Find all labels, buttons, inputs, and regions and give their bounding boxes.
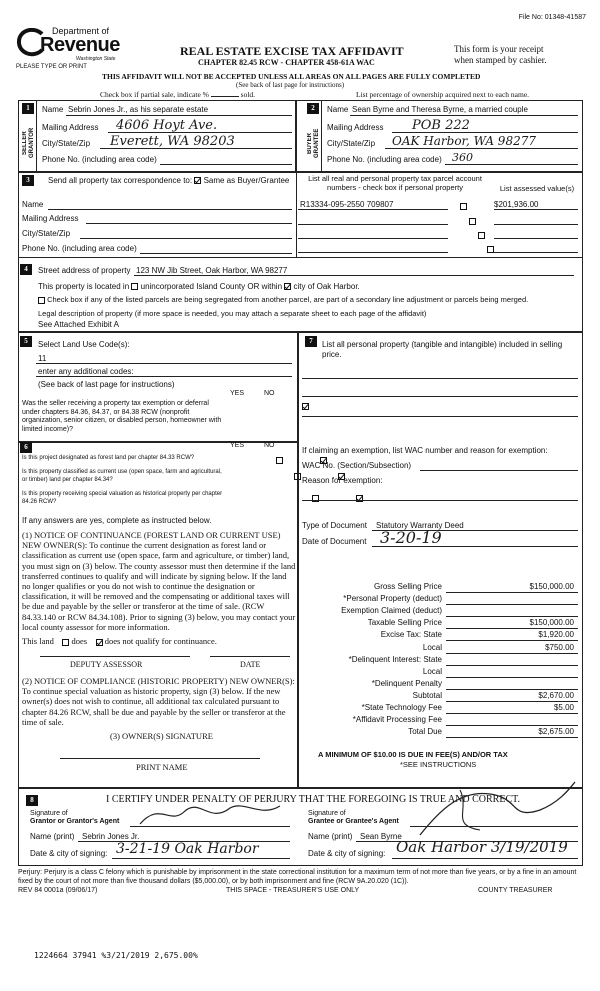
this-land-label: This land [22, 636, 54, 646]
grantor-signature [130, 796, 290, 830]
grantee-sig-text: Signature of [308, 810, 346, 817]
agency-logo [16, 24, 126, 64]
grantee-agent-text: Grantee or Grantee's Agent [308, 818, 399, 825]
assessed-value: $201,936.00 [494, 200, 539, 209]
seller-side-label: SELLER GRANTOR [22, 127, 35, 159]
buyer-phone: 360 [452, 151, 473, 164]
assessed-header: List assessed value(s) [499, 184, 575, 193]
personal-property-label: List all personal property (tangible and intangible) included in selling price. [322, 340, 563, 359]
grantee-sig-label [308, 810, 399, 826]
doc-type: Statutory Warranty Deed [376, 521, 464, 530]
deputy-assessor-label: DEPUTY ASSESSOR [70, 660, 143, 669]
treasurer-use-only: THIS SPACE - TREASURER'S USE ONLY [226, 887, 360, 894]
parcel-number: R13334-095-2550 709807 [300, 200, 394, 209]
print-name-label: PRINT NAME [136, 762, 188, 772]
section-5-number: 5 [20, 336, 32, 347]
sold-text: sold. [240, 90, 256, 99]
fee-label: *Affidavit Processing Fee [352, 715, 442, 724]
does-not-label: does not [104, 636, 134, 646]
s6-q1: Is this project designated as forest land per chapter 84.33 RCW? [22, 455, 195, 461]
cashier-stamp: 1224664 37941 %3/21/2019 2,675.00% [34, 951, 198, 960]
additional-codes-label: enter any additional codes: [38, 367, 134, 376]
seller-city-label: City/State/Zip [42, 139, 91, 148]
grantee-name: Sean Byrne [360, 832, 402, 841]
fee-value: $2,675.00 [538, 727, 574, 736]
agency-line3: Washington State [76, 56, 116, 62]
grantor-agent-text: Grantor or Grantor's Agent [30, 818, 120, 825]
partial-sale-label [100, 90, 255, 99]
segregated-text: Check box if any of the listed parcels are being segregated from another parcel, are part of a secondary line adjustment or parcels being merged. [47, 295, 529, 304]
segregated-note [38, 295, 528, 304]
fee-label: Local [422, 643, 442, 652]
grantor-sig-text: Signature of [30, 810, 68, 817]
s6-yes: YES [230, 442, 245, 449]
does-not-checkbox[interactable] [96, 639, 103, 646]
notice-continuance: (1) NOTICE OF CONTINUANCE (FOREST LAND OR CURRENT USE) NEW OWNER(S): To continue the current designation as forest land or classification as current use (open space, farm and agriculture, or timber) land, you must sign on (3) below. The county assessor must then determine if the land transferred continues to qualify and will indicate by signing below. If the land no longer qualifies or you do not wish to continue the designation or classification, it will be removed and the compensating or additional taxes will be due and payable by the seller or transferor at the time of sale. (RCW 84.33.140 or RCW 84.34.108). Prior to signing (3) below, you may contact your local county assessor for more information. [22, 530, 296, 632]
seller-city: Everett, WA 98203 [110, 134, 235, 149]
seller-mailing-label: Mailing Address [42, 123, 99, 132]
fee-label: Total Due [408, 727, 442, 736]
s6-q2: Is this property classified as current use (open space, farm and agricultural, or timber) land per chapter 84.34? [22, 469, 222, 483]
parcel-3-checkbox[interactable] [478, 232, 485, 239]
see-instructions: *SEE INSTRUCTIONS [400, 760, 477, 769]
s3-mailing-label: Mailing Address [22, 214, 79, 223]
agency-line2: Revenue [40, 34, 120, 56]
rev-number: REV 84 0001a (09/06/17) [18, 887, 98, 894]
unincorporated-checkbox[interactable] [131, 283, 138, 290]
reason-label: Reason for exemption: [302, 476, 383, 485]
section-2-number: 2 [307, 103, 319, 114]
please-type: PLEASE TYPE OR PRINT [16, 64, 87, 70]
s6-if-yes: If any answers are yes, complete as instructed below. [22, 516, 212, 525]
warning-line: THIS AFFIDAVIT WILL NOT BE ACCEPTED UNLESS ALL AREAS ON ALL PAGES ARE FULLY COMPLETED [102, 72, 481, 81]
grantor-date: 3-21-19 Oak Harbor [116, 841, 259, 857]
grantee-name-label: Name (print) [308, 832, 353, 841]
notice-compliance: (2) NOTICE OF COMPLIANCE (HISTORIC PROPERTY) NEW OWNER(S): To continue special valuation as historic property, sign (3) below. If the new owner(s) does not wish to continue, all additional tax calculated pursuant to chapter 84.26 RCW, shall be due and payable by the seller or transferor at the time of sale. [22, 676, 295, 727]
buyer-name: Sean Byrne and Theresa Byrne, a married couple [352, 105, 528, 114]
fee-value: $150,000.00 [529, 618, 574, 627]
s5-question: Was the seller receiving a property tax exemption or deferral under chapters 84.36, 84.37, or 84.38 RCW (nonprofit organization, senior citizen, or disabled person, homeowner with limited income)? [22, 400, 222, 433]
s5-no: NO [264, 390, 275, 397]
seller-name-label: Name [42, 105, 64, 114]
seller-mailing: 4606 Hoyt Ave. [116, 118, 218, 133]
fee-value: $2,670.00 [538, 691, 574, 700]
section-3-number: 3 [22, 175, 34, 186]
correspondence-label: Send all property tax correspondence to: [48, 176, 193, 185]
minimum-note: A MINIMUM OF $10.00 IS DUE IN FEE(S) AND/OR TAX [318, 750, 508, 759]
located-b: unincorporated Island County OR within [140, 282, 283, 291]
s6-q3: Is this property receiving special valuation as historical property per chapter 84.26 RCW? [22, 491, 223, 505]
fee-label: Local [422, 667, 442, 676]
section-8-number: 8 [26, 795, 38, 806]
does-checkbox[interactable] [62, 639, 69, 646]
fee-label: *Delinquent Penalty [371, 679, 442, 688]
s5-yes: YES [230, 390, 245, 397]
doc-date: 3-20-19 [380, 528, 442, 547]
buyer-city-label: City/State/Zip [327, 139, 376, 148]
form-title: REAL ESTATE EXCISE TAX AFFIDAVIT [180, 44, 404, 58]
parcel-4-checkbox[interactable] [487, 246, 494, 253]
city-checkbox[interactable] [284, 283, 291, 290]
buyer-side-label: BUYER GRANTEE [307, 128, 320, 158]
seller-name: Sebrin Jones Jr., as his separate estate [68, 105, 209, 114]
seller-phone-label: Phone No. (including area code) [42, 155, 157, 164]
fee-label: *State Technology Fee [361, 703, 442, 712]
buyer-mailing-label: Mailing Address [327, 123, 384, 132]
section-6-number: 6 [20, 442, 32, 453]
located-c: city of Oak Harbor. [293, 282, 360, 291]
qualify-line [22, 636, 217, 646]
grantee-date-label: Date & city of signing: [308, 849, 386, 858]
file-number: File No: 01348-41587 [518, 14, 586, 21]
buyer-mailing: POB 222 [412, 118, 470, 133]
s6-no: NO [264, 442, 275, 449]
doc-date-label: Date of Document [302, 537, 367, 546]
fee-value: $750.00 [545, 643, 574, 652]
street-address: 123 NW Jib Street, Oak Harbor, WA 98277 [136, 266, 288, 275]
fee-label: Exemption Claimed (deduct) [341, 606, 442, 615]
located-line [38, 282, 360, 291]
grantor-name-label: Name (print) [30, 832, 75, 841]
fee-label: Gross Selling Price [373, 582, 442, 591]
receipt-note-2: when stamped by cashier. [454, 55, 547, 65]
date-label: DATE [240, 660, 261, 669]
legal-description: See Attached Exhibit A [38, 320, 119, 329]
parcel-1-checkbox[interactable] [460, 203, 467, 210]
fee-label: Taxable Selling Price [367, 618, 442, 627]
percent-ownership-note: List percentage of ownership acquired next to each name. [356, 90, 530, 99]
section-4-number: 4 [20, 264, 32, 275]
segregated-checkbox[interactable] [38, 297, 45, 304]
receipt-note-1: This form is your receipt [454, 44, 544, 54]
s3-city-label: City/State/Zip [22, 229, 71, 238]
grantee-signature [400, 780, 580, 840]
agency-line1: Department of [52, 26, 110, 36]
doc-type-label: Type of Document [302, 521, 367, 530]
grantor-date-label: Date & city of signing: [30, 849, 108, 858]
certify-statement: I CERTIFY UNDER PENALTY OF PERJURY THAT THE FOREGOING IS TRUE AND CORRECT. [106, 794, 520, 805]
county-treasurer: COUNTY TREASURER [478, 887, 553, 894]
fee-value: $150,000.00 [529, 582, 574, 591]
buyer-city: OAK Harbor, WA 98277 [392, 134, 536, 148]
qualify-label: qualify for continuance. [135, 636, 217, 646]
q1-yes-checkbox[interactable] [276, 457, 283, 464]
grantee-date: Oak Harbor 3/19/2019 [396, 838, 568, 856]
wac-label: WAC No. (Section/Subsection) [302, 461, 412, 470]
s5-see-back: (See back of last page for instructions) [38, 380, 175, 389]
street-address-label: Street address of property [38, 266, 131, 275]
fee-value: $5.00 [553, 703, 574, 712]
land-use-label: Select Land Use Code(s): [38, 340, 130, 349]
s3-name-label: Name [22, 200, 44, 209]
fee-label: *Delinquent Interest: State [348, 655, 442, 664]
does-label: does [71, 636, 88, 646]
grantor-sig-label [30, 810, 119, 826]
same-as-buyer-checkbox[interactable] [194, 177, 201, 184]
buyer-name-label: Name [327, 105, 349, 114]
fee-label: Subtotal [412, 691, 442, 700]
section-7-number: 7 [305, 336, 317, 347]
parcel-2-checkbox[interactable] [469, 218, 476, 225]
same-as-buyer-label: Same as Buyer/Grantee [203, 176, 290, 185]
perjury-note: Perjury: Perjury is a class C felony which is punishable by imprisonment in the state correctional institution for a maximum term of not more than five years, or by a fine in an amount fixed by the court of not more than five thousand dollars ($5,000.00), or by both imprisonment and fine (RCW 9A.20.020 (1C)). [18, 869, 577, 885]
located-a: This property is located in [38, 282, 130, 291]
grantor-name: Sebrin Jones Jr. [82, 832, 140, 841]
parcel-header: List all real and personal property tax parcel account numbers - check box if personal property [308, 174, 482, 192]
section-3-label [48, 176, 289, 185]
legal-description-label: Legal description of property (if more space is needed, you may attach a separate sheet to each page of the affidavit) [38, 309, 427, 318]
land-use-code: 11 [38, 354, 47, 363]
s3-phone-label: Phone No. (including area code) [22, 244, 137, 253]
fee-value: $1,920.00 [538, 630, 574, 639]
form-subtitle: CHAPTER 82.45 RCW - CHAPTER 458-61A WAC [198, 58, 375, 67]
exemption-label: If claiming an exemption, list WAC number and reason for exemption: [302, 446, 548, 455]
instructions-note: (See back of last page for instructions) [236, 81, 345, 89]
fee-label: *Personal Property (deduct) [343, 594, 442, 603]
partial-sale-text: Check box if partial sale, indicate % [100, 90, 209, 99]
owner-signature-label: (3) OWNER(S) SIGNATURE [110, 731, 213, 741]
section-1-number: 1 [22, 103, 34, 114]
buyer-phone-label: Phone No. (including area code) [327, 155, 442, 164]
fee-label: Excise Tax: State [380, 630, 442, 639]
